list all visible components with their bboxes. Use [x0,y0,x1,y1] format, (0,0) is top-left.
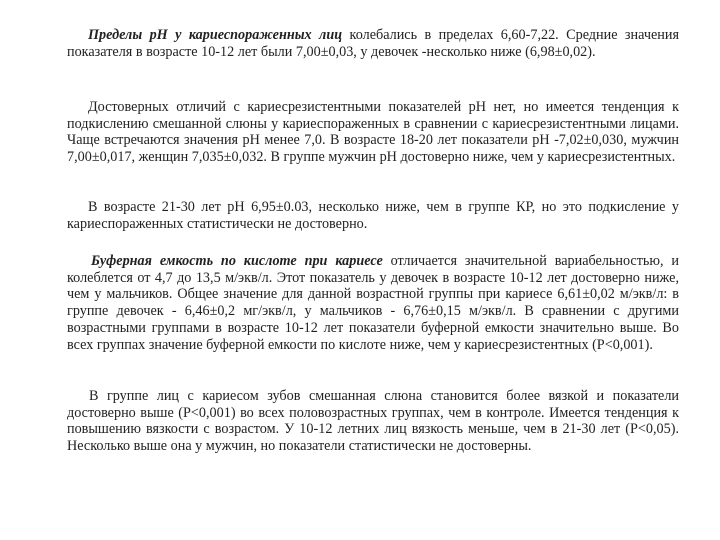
paragraph-ph-comparison [67,99,679,166]
paragraph-text: Достоверных отличий с кариесрезистентными показателей рН нет, но имеется тенденция к подкислению смешанной слюны у кариеспораженных в сравнении с кариесрезистентными лицами. Чаще встречаются значения рН менее 7,0. В возрасте 18-20 лет показатели рН -7,02±0,030, мужчин 7,00±0,017, женщин 7,035±0,032. В группе мужчин рН достоверно ниже, чем у кариесрезистентных. [67,99,679,166]
paragraph-ph-age-21-30 [67,199,679,232]
paragraph-text: колебались в пределах 6,60-7,22. Средние значения показателя в возрасте 10-12 лет были 7,00±0,03, у девочек -несколько ниже (6,98±0,02). [67,27,679,60]
paragraph-buffer-capacity [67,253,679,353]
paragraph-text: отличается значительной вариабельностью, и колеблется от 4,7 до 13,5 м/экв/л. Этот показатель у девочек в возрасте 10-12 лет достоверно ниже, чем у мальчиков. Общее значение для данной возрастной группы при кариесе 6,61±0,02 м/экв/л: в группе девочек - 6,46±0,2 мг/экв/л, у мальчиков - 6,76±0,15 м/экв/л. В сравнении с другими возрастными группами в возрасте 10-12 лет показатели буферной емкости значительно выше. Во всех группах значение буферной емкости по кислоте ниже, чем у кариесрезистентных (Р<0,001). [67,253,679,353]
paragraph-lead-buffer: Буферная емкость по кислоте при кариесе [91,253,383,269]
paragraph-ph-range [67,27,679,60]
paragraph-viscosity [67,388,679,455]
paragraph-text: В возрасте 21-30 лет рН 6,95±0.03, несколько ниже, чем в группе КР, но это подкисление у кариеспораженных статистически не достоверно. [67,199,679,232]
paragraph-text: В группе лиц с кариесом зубов смешанная слюна становится более вязкой и показатели достоверно выше (Р<0,001) во всех половозрастных группах, чем в контроле. Имеется тенденция к повышению вязкости с возрастом. У 10-12 летних лиц вязкость меньше, чем в 21-30 лет (Р<0,05). Несколько выше она у мужчин, но показатели статистически не достоверны. [67,388,679,455]
paragraph-lead-ph: Пределы рН у кариеспораженных лиц [88,27,343,43]
